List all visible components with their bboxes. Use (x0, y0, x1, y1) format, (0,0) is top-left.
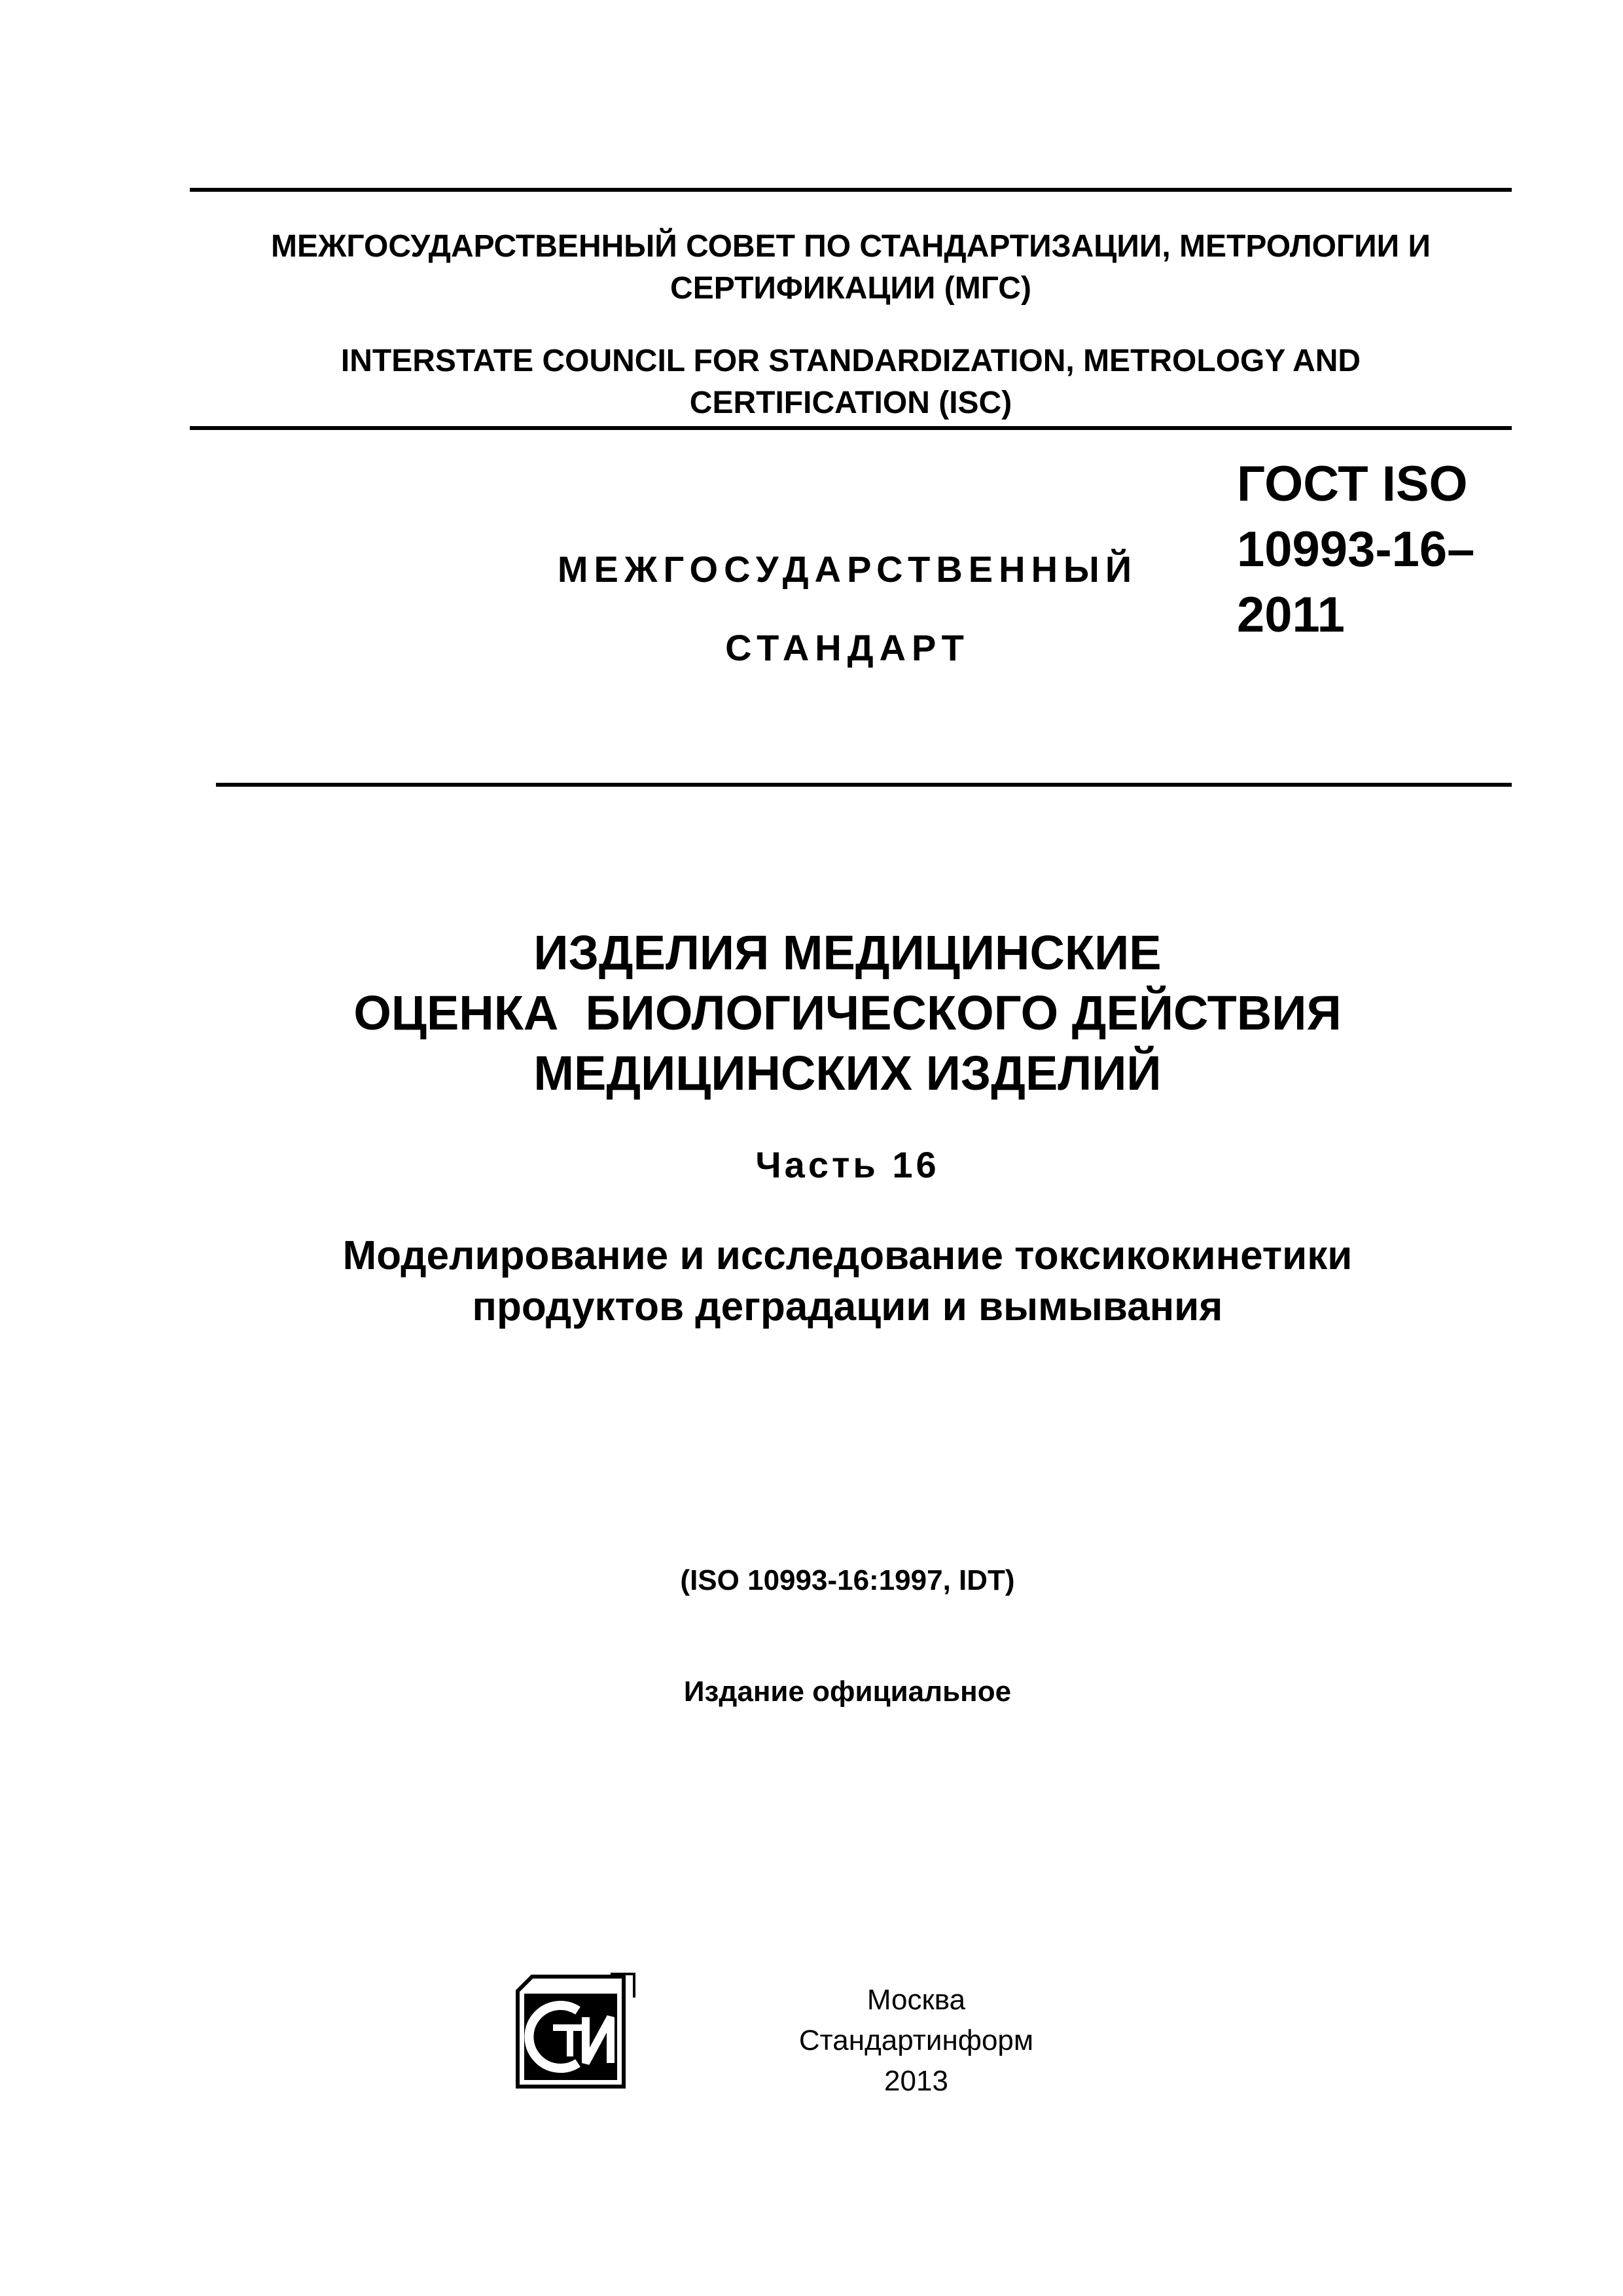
standartinform-logo-icon (512, 1971, 637, 2092)
standard-number-line-2: 10993-16– (1237, 522, 1475, 577)
publisher-city: Москва (866, 1984, 966, 2016)
standard-number-line-3: 2011 (1237, 587, 1345, 643)
document-title (196, 923, 1499, 1103)
part-number: Часть 16 (755, 1144, 940, 1185)
council-en-line-2: CERTIFICATION (ISC) (689, 386, 1012, 420)
header-bottom-rule (216, 783, 1512, 787)
title-line-1: ИЗДЕЛИЯ МЕДИЦИНСКИЕ (533, 925, 1162, 980)
iso-reference: (ISO 10993-16:1997, IDT) (680, 1564, 1015, 1596)
standard-number (1237, 452, 1512, 648)
standard-type-line-1: МЕЖГОСУДАРСТВЕННЫЙ (557, 548, 1138, 590)
standard-number-line-1: ГОСТ ISO (1237, 456, 1468, 512)
title-line-3: МЕДИЦИНСКИХ ИЗДЕЛИЙ (533, 1046, 1162, 1100)
subtitle-line-2: продуктов деградации и вымывания (472, 1284, 1223, 1329)
council-bottom-rule (190, 426, 1512, 430)
publisher-name: Стандартинформ (798, 2024, 1034, 2056)
standard-type-line-2: СТАНДАРТ (725, 627, 970, 668)
subtitle-line-1: Моделирование и исследование токсикокинетики (342, 1233, 1353, 1278)
top-rule (190, 188, 1512, 192)
council-ru-line-1: МЕЖГОСУДАРСТВЕННЫЙ СОВЕТ ПО СТАНДАРТИЗАЦИИ, МЕТРОЛОГИИ И (271, 229, 1431, 264)
publisher-info (720, 1980, 1113, 2102)
council-name-en (190, 340, 1512, 424)
publisher-year: 2013 (884, 2065, 948, 2097)
title-line-2: ОЦЕНКА БИОЛОГИЧЕСКОГО ДЕЙСТВИЯ (353, 986, 1342, 1040)
edition-note: Издание официальное (683, 1676, 1012, 1708)
council-ru-line-2: СЕРТИФИКАЦИИ (МГС) (670, 271, 1031, 306)
council-name-ru (190, 226, 1512, 310)
council-en-line-1: INTERSTATE COUNCIL FOR STANDARDIZATION, METROLOGY AND (340, 344, 1361, 378)
document-subtitle (196, 1230, 1499, 1333)
standard-type (510, 530, 1185, 687)
